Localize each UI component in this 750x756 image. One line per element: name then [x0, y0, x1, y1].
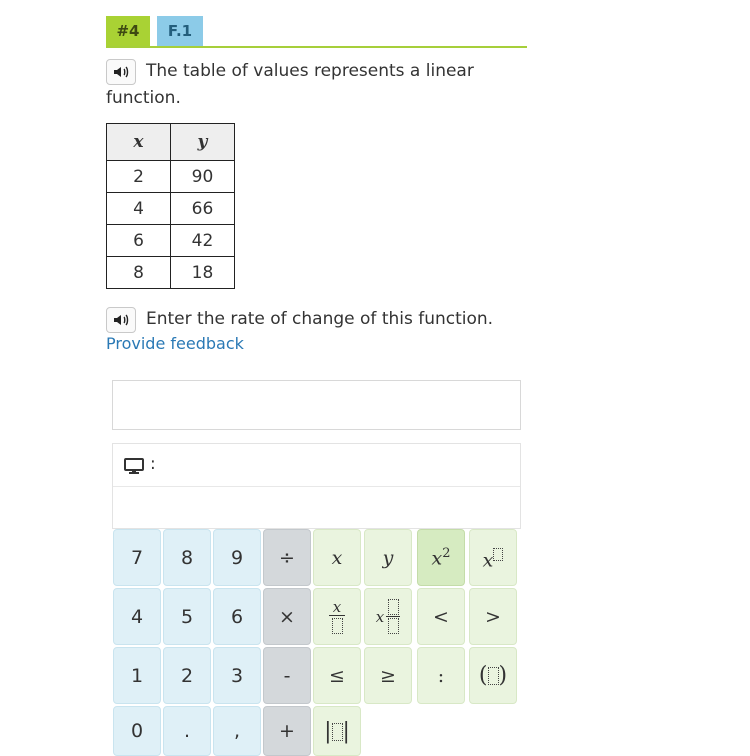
- key-greater-than[interactable]: >: [469, 588, 517, 645]
- provide-feedback-link[interactable]: Provide feedback: [106, 334, 244, 353]
- key-colon[interactable]: :: [417, 647, 465, 704]
- math-editor-label: :: [150, 454, 156, 474]
- key-0[interactable]: 0: [113, 706, 161, 756]
- absolute-value-glyph: | |: [324, 718, 350, 744]
- key-plus[interactable]: +: [263, 706, 311, 756]
- key-less-than[interactable]: <: [417, 588, 465, 645]
- table-cell: 90: [171, 161, 235, 193]
- table-row: [107, 257, 235, 289]
- parentheses-glyph: ( ): [478, 663, 508, 688]
- x-power-glyph: x: [483, 544, 504, 571]
- key-absolute-value[interactable]: [313, 706, 361, 756]
- table-cell: 2: [107, 161, 171, 193]
- values-table: [106, 123, 235, 289]
- key-greater-equal[interactable]: ≥: [364, 647, 412, 704]
- question-number-badge: #4: [106, 16, 150, 46]
- key-8[interactable]: 8: [163, 529, 211, 586]
- standard-badge[interactable]: F.1: [157, 16, 203, 46]
- answer-input[interactable]: [112, 380, 521, 430]
- key-9[interactable]: 9: [213, 529, 261, 586]
- key-6[interactable]: 6: [213, 588, 261, 645]
- table-cell: 66: [171, 193, 235, 225]
- key-7[interactable]: 7: [113, 529, 161, 586]
- fraction-denominator: [332, 618, 343, 634]
- column-header-x: x: [107, 124, 171, 161]
- key-comma[interactable]: ,: [213, 706, 261, 756]
- key-mixed-fraction[interactable]: [364, 588, 412, 645]
- column-header-y: y: [171, 124, 235, 161]
- fraction-bar: [329, 615, 345, 616]
- key-3[interactable]: 3: [213, 647, 261, 704]
- key-x[interactable]: x: [313, 529, 361, 586]
- table-cell: 8: [107, 257, 171, 289]
- key-decimal[interactable]: .: [163, 706, 211, 756]
- x-squared-glyph: $x^2$: [431, 545, 451, 570]
- table-row: [107, 225, 235, 257]
- mixed-fraction-part: [386, 599, 400, 634]
- table-cell: 18: [171, 257, 235, 289]
- key-1[interactable]: 1: [113, 647, 161, 704]
- table-row: [107, 161, 235, 193]
- key-multiply[interactable]: ×: [263, 588, 311, 645]
- table-cell: 4: [107, 193, 171, 225]
- monitor-icon: [124, 458, 144, 474]
- math-editor[interactable]: [112, 443, 521, 529]
- mixed-whole: x: [375, 607, 385, 626]
- key-parentheses[interactable]: [469, 647, 517, 704]
- key-less-equal[interactable]: ≤: [313, 647, 361, 704]
- instruction-text: Enter the rate of change of this function.: [146, 309, 494, 329]
- key-minus[interactable]: -: [263, 647, 311, 704]
- key-5[interactable]: 5: [163, 588, 211, 645]
- question-header: [106, 16, 527, 48]
- table-row: [107, 193, 235, 225]
- fraction-numerator: x: [332, 597, 342, 616]
- math-editor-header: [113, 444, 520, 487]
- key-2[interactable]: 2: [163, 647, 211, 704]
- key-x-squared[interactable]: [417, 529, 465, 586]
- key-divide[interactable]: ÷: [263, 529, 311, 586]
- key-4[interactable]: 4: [113, 588, 161, 645]
- key-y[interactable]: y: [364, 529, 412, 586]
- table-cell: 6: [107, 225, 171, 257]
- table-cell: 42: [171, 225, 235, 257]
- table-header-row: [107, 124, 235, 161]
- question-prompt: The table of values represents a linear function.: [106, 61, 474, 108]
- key-x-power[interactable]: [469, 529, 517, 586]
- key-fraction[interactable]: [313, 588, 361, 645]
